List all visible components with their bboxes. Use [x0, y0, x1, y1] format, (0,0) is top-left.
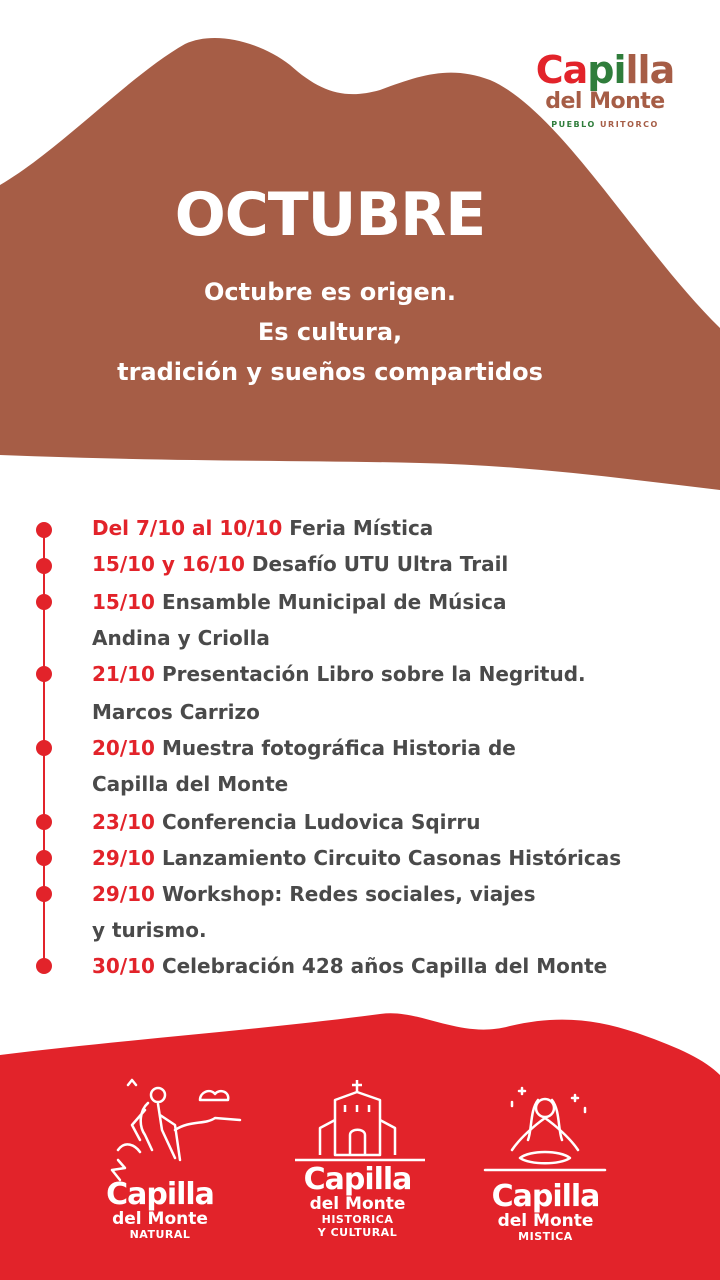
event-text: Lanzamiento Circuito Casonas Históricas	[161, 846, 622, 870]
timeline-dot	[36, 594, 52, 610]
logo-tag-2: URITORCO	[600, 120, 659, 129]
logo-wordmark	[520, 50, 690, 90]
bottom-logo-sub: HISTORICA	[321, 1213, 394, 1226]
timeline-dot	[36, 666, 52, 682]
timeline-dot	[36, 558, 52, 574]
event-text: Desafío UTU Ultra Trail	[251, 552, 509, 576]
event-continuation: Marcos Carrizo	[92, 700, 260, 724]
logo-mistica	[478, 1179, 613, 1243]
event-item	[92, 948, 607, 984]
subtitle-line: Es cultura,	[257, 318, 403, 346]
logo-tagline	[520, 120, 690, 129]
logo-tag-1: PUEBLO	[551, 120, 596, 129]
event-text: Workshop: Redes sociales, viajes	[161, 882, 536, 906]
event-date: Del 7/10 al 10/10	[92, 516, 283, 540]
bottom-logo-cap: Capilla	[303, 1162, 412, 1197]
subtitle-line: Octubre es origen.	[204, 278, 456, 306]
bottom-logo-cap: Capilla	[491, 1179, 600, 1214]
event-continuation: Andina y Criolla	[92, 626, 270, 650]
logo-cap-part-3: lla	[625, 48, 675, 92]
event-date: 30/10	[92, 954, 155, 978]
logo-cap-part-2: pi	[587, 48, 626, 92]
event-date: 20/10	[92, 736, 155, 760]
event-text: Muestra fotográfica Historia de	[161, 736, 516, 760]
event-item	[92, 510, 433, 546]
event-item	[92, 546, 508, 582]
event-item	[92, 804, 480, 840]
timeline-dot	[36, 522, 52, 538]
event-text: Celebración 428 años Capilla del Monte	[161, 954, 608, 978]
event-date: 15/10 y 16/10	[92, 552, 245, 576]
event-text: Presentación Libro sobre la Negritud.	[161, 662, 586, 686]
event-date: 29/10	[92, 846, 155, 870]
timeline-dot	[36, 886, 52, 902]
event-text: Conferencia Ludovica Sqirru	[161, 810, 481, 834]
logo-cap-part-1: Ca	[535, 48, 588, 92]
logo-historica	[290, 1162, 425, 1239]
bottom-logo-sub-2: Y CULTURAL	[317, 1226, 398, 1239]
event-date: 23/10	[92, 810, 155, 834]
event-item	[92, 730, 516, 766]
event-continuation: Capilla del Monte	[92, 772, 289, 796]
timeline-dot	[36, 740, 52, 756]
bottom-logo-del-monte: del Monte	[309, 1194, 406, 1214]
event-text: Ensamble Municipal de Música	[161, 590, 507, 614]
subtitle	[0, 272, 660, 392]
bottom-logo-del-monte: del Monte	[112, 1209, 208, 1229]
bottom-logo-sub: MISTICA	[518, 1230, 573, 1243]
timeline-dot	[36, 814, 52, 830]
event-date: 21/10	[92, 662, 155, 686]
timeline-dot	[36, 850, 52, 866]
event-continuation: y turismo.	[92, 918, 207, 942]
event-item	[92, 656, 586, 692]
event-item	[92, 840, 621, 876]
bottom-logo-cap: Capilla	[106, 1177, 214, 1212]
event-item	[92, 876, 536, 912]
subtitle-line: tradición y sueños compartidos	[117, 358, 543, 386]
logo-del-monte: del Monte	[545, 89, 665, 114]
event-date: 15/10	[92, 590, 155, 614]
page-title: OCTUBRE	[174, 180, 486, 250]
event-item	[92, 584, 506, 620]
capilla-logo	[520, 50, 690, 129]
event-text: Feria Mística	[289, 516, 434, 540]
bottom-logo-del-monte: del Monte	[497, 1211, 594, 1231]
timeline-dot	[36, 958, 52, 974]
logo-natural	[95, 1177, 225, 1241]
event-date: 29/10	[92, 882, 155, 906]
bottom-logo-sub: NATURAL	[129, 1228, 191, 1241]
